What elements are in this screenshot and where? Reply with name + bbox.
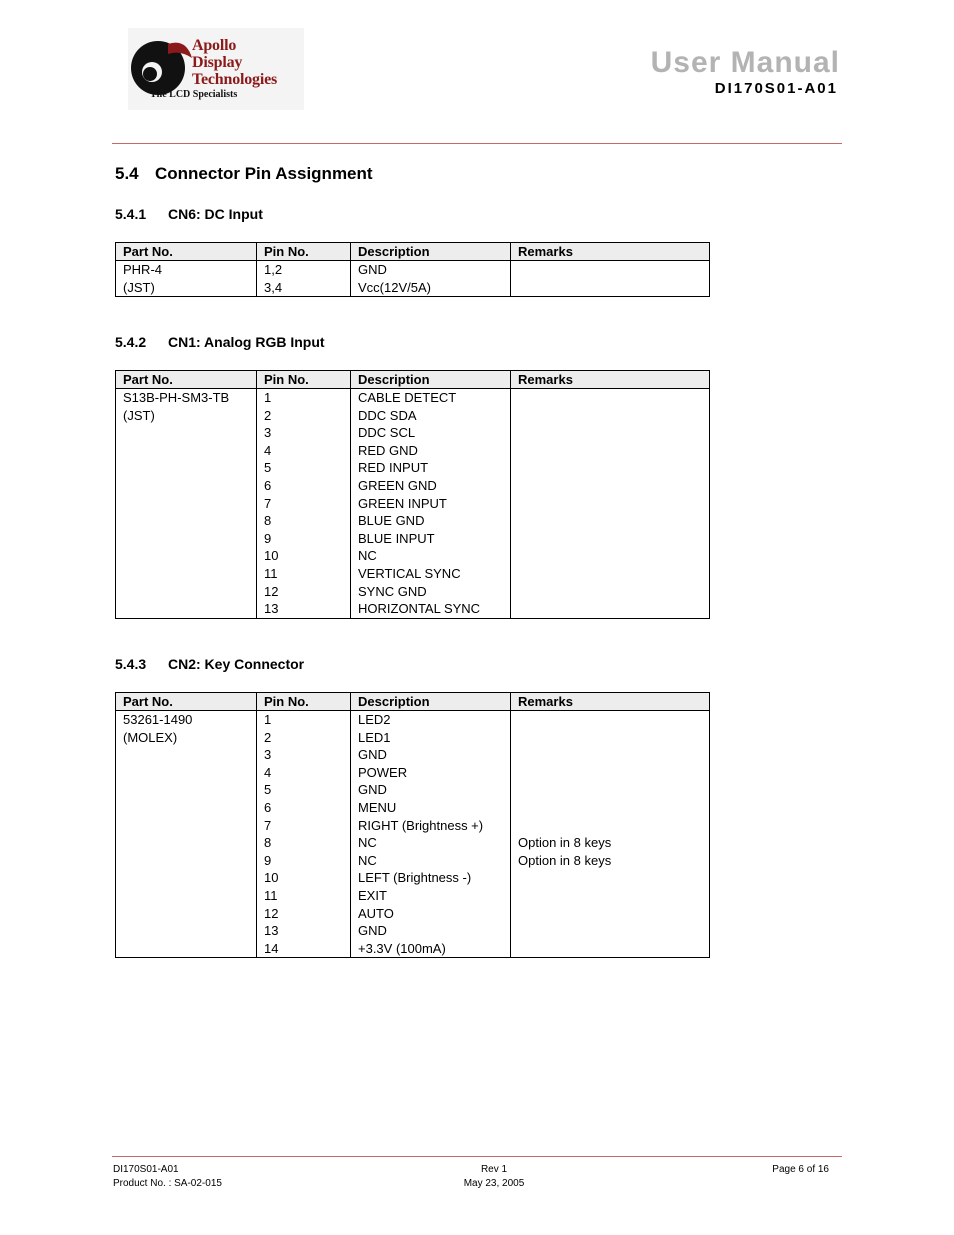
description-line: CABLE DETECT xyxy=(358,390,457,405)
subsection-number: 5.4.2 xyxy=(115,334,147,350)
column-header-pin-no: Pin No. xyxy=(257,371,351,389)
description-line: DDC SCL xyxy=(358,425,416,441)
description-line: DDC SDA xyxy=(358,407,417,423)
pin-no-line: 8 xyxy=(264,513,272,529)
cell-pin-no xyxy=(257,711,351,958)
column-header-pin-no: Pin No. xyxy=(257,693,351,711)
remarks-line: Option in 8 keys xyxy=(518,835,612,851)
cell-part-no xyxy=(116,261,257,297)
pin-no-line: 10 xyxy=(264,870,279,886)
subsection-title: CN6: DC Input xyxy=(168,206,263,222)
description-line: LED1 xyxy=(358,729,391,745)
logo-tagline: The LCD Specialists xyxy=(150,89,238,100)
footer-center xyxy=(462,1163,526,1191)
cell-description xyxy=(351,711,511,958)
document-title: User Manual xyxy=(650,46,840,79)
description-line: GND xyxy=(358,782,387,798)
footer-page: Page 6 of 16 xyxy=(772,1164,829,1175)
description-line: MENU xyxy=(358,799,397,815)
description-line: GREEN INPUT xyxy=(358,495,447,511)
description-line: BLUE INPUT xyxy=(358,530,435,546)
pin-no-line: 13 xyxy=(264,601,279,617)
cell-remarks xyxy=(511,711,710,958)
remarks-line xyxy=(518,781,702,799)
cell-remarks xyxy=(511,389,710,619)
description-line: RED GND xyxy=(358,442,418,458)
column-header-part-no: Part No. xyxy=(116,693,257,711)
pin-no-line: 3,4 xyxy=(264,279,283,295)
pin-no-line: 10 xyxy=(264,548,279,564)
remarks-line xyxy=(518,817,702,835)
pin-no-line: 12 xyxy=(264,583,279,599)
company-logo xyxy=(128,28,304,110)
part-no-line: PHR-4 xyxy=(123,262,163,277)
footer-left xyxy=(113,1163,222,1191)
column-header-description: Description xyxy=(351,693,511,711)
pin-no-line: 8 xyxy=(264,835,272,851)
logo-line-3: Technologies xyxy=(192,71,278,88)
pin-no-line: 5 xyxy=(264,460,272,476)
description-line: GREEN GND xyxy=(358,477,437,493)
column-header-remarks: Remarks xyxy=(511,693,710,711)
pin-no-line: 3 xyxy=(264,425,272,441)
column-header-description: Description xyxy=(351,371,511,389)
part-no-line: 53261-1490 xyxy=(123,712,193,727)
pin-no-line: 5 xyxy=(264,782,272,798)
subsection-heading-cn2 xyxy=(115,656,304,672)
table-row xyxy=(116,711,710,958)
column-header-remarks: Remarks xyxy=(511,243,710,261)
cell-remarks xyxy=(511,261,710,297)
pin-no-line: 11 xyxy=(264,565,278,581)
pin-no-line: 6 xyxy=(264,799,272,815)
logo-line-1: Apollo xyxy=(192,37,237,54)
description-line: EXIT xyxy=(358,887,387,903)
pin-no-line: 2 xyxy=(264,407,272,423)
description-line: AUTO xyxy=(358,905,394,921)
subsection-heading-cn1 xyxy=(115,334,325,350)
footer-rev: Rev 1 xyxy=(480,1164,508,1175)
section-number: 5.4 xyxy=(115,164,139,183)
remarks-line xyxy=(518,940,702,958)
table-header-row xyxy=(116,693,710,711)
pin-table-cn6 xyxy=(115,242,710,297)
description-line: LED2 xyxy=(358,712,391,727)
logo-line-2: Display xyxy=(192,54,243,71)
table-row xyxy=(116,261,710,297)
description-line: RIGHT (Brightness +) xyxy=(358,817,484,833)
pin-table-cn1 xyxy=(115,370,710,619)
table-header-row xyxy=(116,243,710,261)
description-line: RED INPUT xyxy=(358,460,429,476)
cell-description xyxy=(351,389,511,619)
part-no-line: (MOLEX) xyxy=(123,729,178,745)
cell-pin-no xyxy=(257,389,351,619)
pin-no-line: 14 xyxy=(264,940,279,956)
remarks-line xyxy=(518,922,702,940)
column-header-part-no: Part No. xyxy=(116,243,257,261)
remarks-line xyxy=(518,711,702,729)
description-line: POWER xyxy=(358,764,408,780)
pin-no-line: 11 xyxy=(264,887,278,903)
pin-no-line: 2 xyxy=(264,729,272,745)
pin-no-line: 12 xyxy=(264,905,279,921)
table-row xyxy=(116,389,710,619)
description-line: +3.3V (100mA) xyxy=(358,940,446,956)
pin-no-line: 4 xyxy=(264,442,272,458)
pin-no-line: 3 xyxy=(264,747,272,763)
pin-no-line: 7 xyxy=(264,817,272,833)
document-model: DI170S01-A01 xyxy=(714,80,838,97)
header-divider xyxy=(112,143,842,144)
remarks-line xyxy=(518,729,702,747)
cell-description xyxy=(351,261,511,297)
remarks-line xyxy=(518,746,702,764)
table-header-row xyxy=(116,371,710,389)
section-title: Connector Pin Assignment xyxy=(155,164,373,183)
pin-no-line: 13 xyxy=(264,923,279,939)
description-line: GND xyxy=(358,747,387,763)
part-no-line: (JST) xyxy=(123,407,155,423)
description-line: NC xyxy=(358,835,377,851)
pin-no-line: 6 xyxy=(264,477,272,493)
description-line: SYNC GND xyxy=(358,583,427,599)
pin-no-line: 1 xyxy=(264,390,272,405)
column-header-part-no: Part No. xyxy=(116,371,257,389)
pin-no-line: 1 xyxy=(264,712,272,727)
footer-divider xyxy=(112,1156,842,1157)
pin-no-line: 7 xyxy=(264,495,272,511)
part-no-line: S13B-PH-SM3-TB xyxy=(123,390,230,405)
section-heading xyxy=(115,164,373,184)
subsection-heading-cn6 xyxy=(115,206,263,222)
description-line: GND xyxy=(358,923,387,939)
description-line: VERTICAL SYNC xyxy=(358,565,461,581)
remarks-line xyxy=(518,764,702,782)
remarks-line xyxy=(518,905,702,923)
remarks-line: Option in 8 keys xyxy=(518,852,612,868)
pin-no-line: 9 xyxy=(264,530,272,546)
description-line: BLUE GND xyxy=(358,513,425,529)
footer-right xyxy=(772,1163,829,1177)
cell-part-no xyxy=(116,711,257,958)
subsection-number: 5.4.3 xyxy=(115,656,147,672)
description-line: LEFT (Brightness -) xyxy=(358,870,472,886)
description-line: NC xyxy=(358,852,377,868)
description-line: Vcc(12V/5A) xyxy=(358,279,431,295)
description-line: HORIZONTAL SYNC xyxy=(358,601,481,617)
subsection-title: CN1: Analog RGB Input xyxy=(168,334,325,350)
pin-no-line: 9 xyxy=(264,852,272,868)
pin-no-line: 4 xyxy=(264,764,272,780)
pin-table-cn2 xyxy=(115,692,710,958)
description-line: NC xyxy=(358,548,377,564)
remarks-line xyxy=(518,887,702,905)
column-header-description: Description xyxy=(351,243,511,261)
remarks-line xyxy=(518,869,702,887)
subsection-title: CN2: Key Connector xyxy=(168,656,305,672)
part-no-line: (JST) xyxy=(123,279,155,295)
cell-part-no xyxy=(116,389,257,619)
footer-doc-id: DI170S01-A01 xyxy=(113,1164,179,1175)
subsection-number: 5.4.1 xyxy=(115,206,147,222)
cell-pin-no xyxy=(257,261,351,297)
footer-product-no: Product No. : SA-02-015 xyxy=(113,1178,222,1189)
footer-date: May 23, 2005 xyxy=(463,1178,525,1189)
description-line: GND xyxy=(358,262,387,277)
pin-no-line: 1,2 xyxy=(264,262,283,277)
column-header-pin-no: Pin No. xyxy=(257,243,351,261)
column-header-remarks: Remarks xyxy=(511,371,710,389)
remarks-line xyxy=(518,799,702,817)
